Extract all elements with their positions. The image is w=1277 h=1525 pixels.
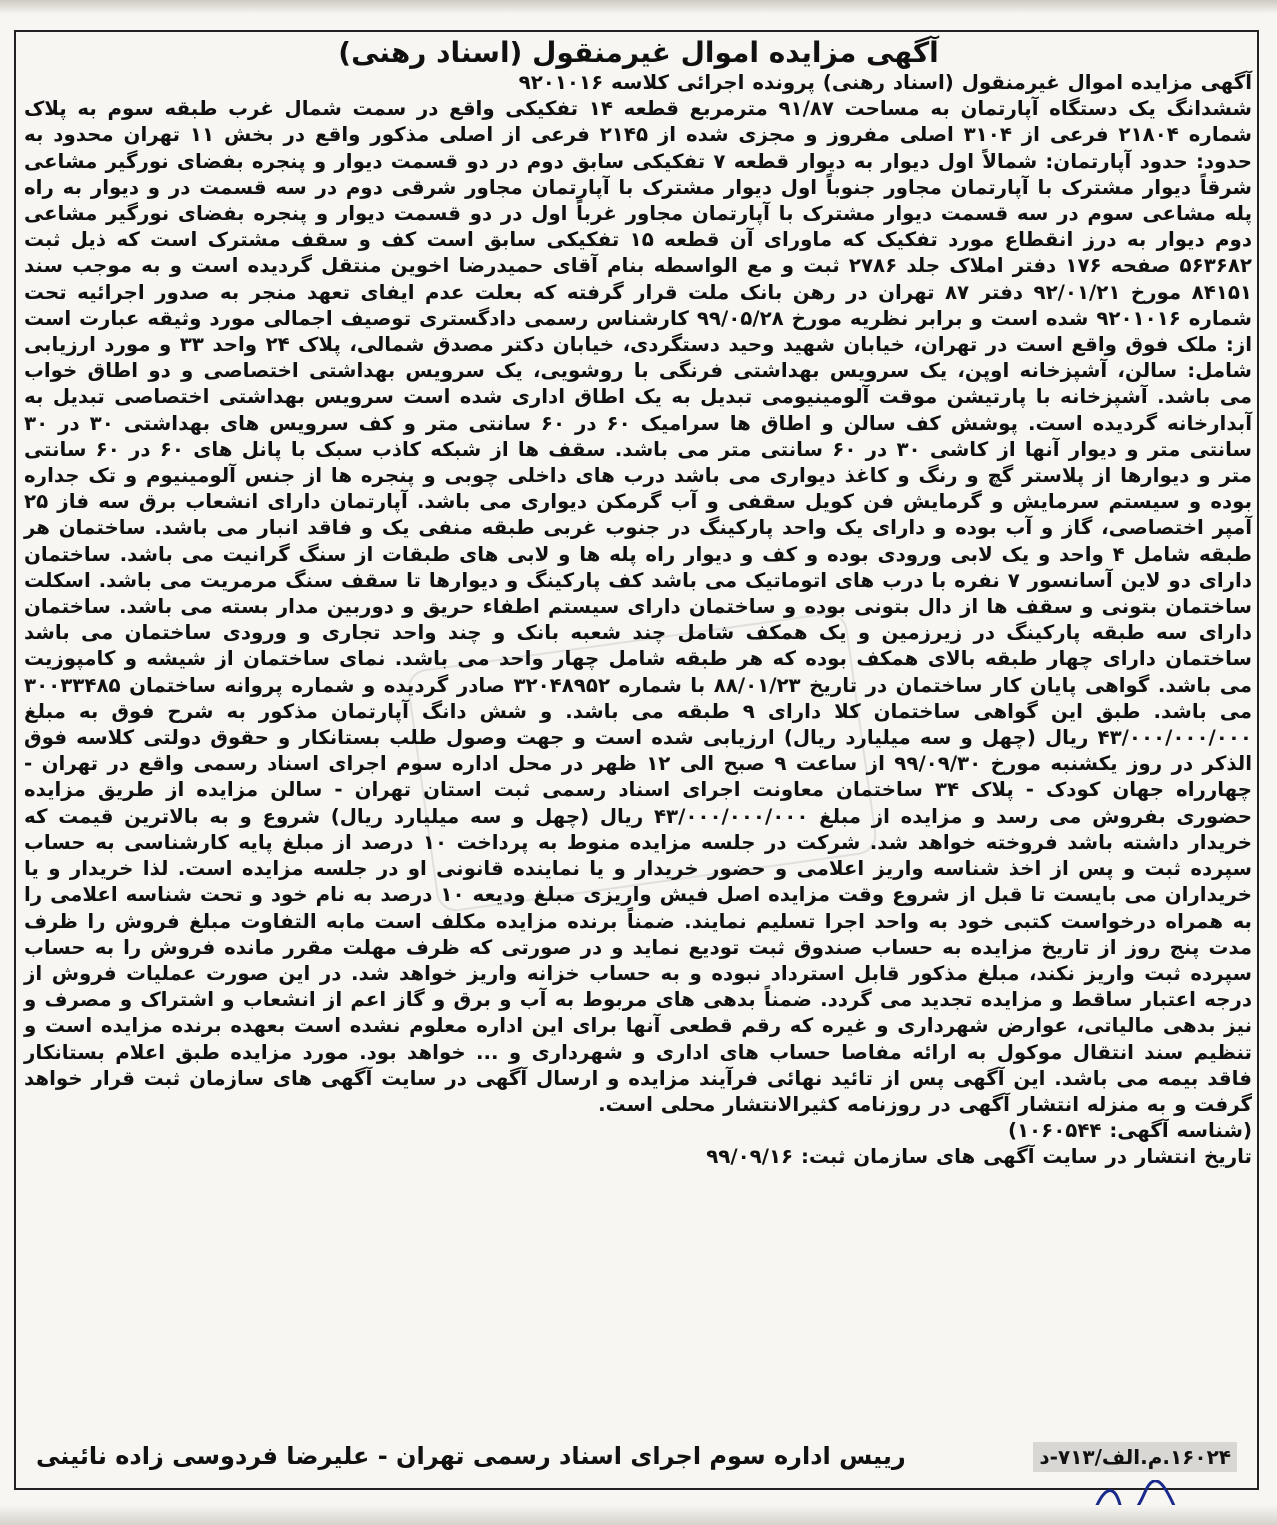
reference-code: ۱۶۰۲۴.م.الف/۷۱۳-د xyxy=(1033,1442,1237,1472)
ad-heading-line: آگهی مزایده اموال غیرمنقول (اسناد رهنی) پرونده اجرائی کلاسه ۹۲۰۱۰۱۶ xyxy=(518,71,1252,94)
bottom-edge xyxy=(0,1505,1277,1525)
ad-id: (شناسه آگهی: ۱۰۶۰۵۴۴) xyxy=(1007,1119,1252,1143)
top-edge xyxy=(0,0,1277,14)
ad-main-paragraph: ششدانگ یک دستگاه آپارتمان به مساحت ۹۱/۸۷ مترمربع قطعه ۱۴ تفکیکی واقع در سمت شمال غرب طبقه سوم به پلاک شماره ۲۱۸۰۴ فرعی از ۳۱۰۴ اصلی مفروز و مجزی شده از ۲۱۴۵ فرعی از اصلی مذکور واقع در بخش ۱۱ تهران محدود به حدود: حدود آپارتمان: شمالاً اول دیوار به دیوار قطعه ۷ تفکیکی سابق دوم در دو قسمت دیوار و پنجره بفضای نورگیر مشاعی شرقاً دیوار مشترک با آپارتمان مجاور جنوباً اول دیوار مشترک با آپارتمان مجاور شرقی دوم در سه قسمت در و دیوار به راه پله مشاعی سوم در سه قسمت دیوار مشترک با آپارتمان مجاور غرباً اول در دو قسمت دیوار و پنجره بفضای نورگیر مشاعی دوم دیوار به درز انقطاع مورد تفکیک که ماورای آن قطعه ۱۵ تفکیکی سابق است کف و سقف مشترک است که ذیل ثبت ۵۶۳۶۸۲ صفحه ۱۷۶ دفتر املاک جلد ۲۷۸۶ ثبت و مع الواسطه بنام آقای حمیدرضا اخوین منتقل گردیده است و به موجب سند ۸۴۱۵۱ مورخ ۹۲/۰۱/۲۱ دفتر ۸۷ تهران در رهن بانک ملت قرار گرفته که بعلت عدم ایفای تعهد منجر به صدور اجرائیه تحت شماره ۹۲۰۱۰۱۶ شده است و برابر نظریه مورخ ۹۹/۰۵/۲۸ کارشناس رسمی دادگستری توصیف اجمالی مورد وثیقه عبارت است از: ملک فوق واقع است در تهران، خیابان شهید وحید دستگردی، خیابان دکتر مصدق شمالی، پلاک ۲۴ واحد ۳۳ و مورد ارزیابی شامل: سالن، آشپزخانه اوپن، یک سرویس بهداشتی فرنگی با روشویی، یک سرویس بهداشتی اختصاصی و دو اطاق خواب می باشد. آشپزخانه با پارتیشن موقت آلومینیومی تبدیل به یک اطاق اداری شده است سرویس بهداشتی اختصاصی تبدیل به آبدارخانه گردیده است. پوشش کف سالن و اطاق ها سرامیک ۶۰ در ۶۰ سانتی متر و کف سرویس های بهداشتی ۳۰ در ۳۰ سانتی متر و دیوار آنها از کاشی ۳۰ در ۶۰ سانتی متر می باشد. سقف ها از شبکه کاذب سبک با پانل های ۶۰ در ۶۰ سانتی متر و دیوارها از پلاستر گچ و رنگ و کاغذ دیواری می باشد درب های داخلی چوبی و پنجره ها از جنس آلومینیوم و تک جداره بوده و سیستم سرمایش و گرمایش فن کویل سقفی و آب گرمکن دیواری می باشد. آپارتمان دارای انشعاب برق سه فاز ۲۵ آمپر اختصاصی، گاز و آب بوده و دارای یک واحد پارکینگ در جنوب غربی طبقه منفی یک و فاقد انبار می باشد. ساختمان هر طبقه شامل ۴ واحد و یک لابی ورودی بوده و کف و دیوار راه پله ها و لابی های طبقات از سنگ گرانیت می باشد. ساختمان دارای دو لاین آسانسور ۷ نفره با درب های اتوماتیک می باشد کف پارکینگ و دیوارها تا سقف سنگ مرمریت می باشد. اسکلت ساختمان بتونی و سقف ها از دال بتونی بوده و ساختمان دارای سیستم اطفاء حریق و دوربین مدار بسته می باشد. ساختمان دارای سه طبقه پارکینگ در زیرزمین و یک همکف شامل چند شعبه بانک و چند واحد تجاری و ورودی ساختمان می باشد ساختمان دارای چهار طبقه بالای همکف بوده که هر طبقه شامل چهار واحد می باشد. نمای ساختمان از شیشه و کامپوزیت می باشد. گواهی پایان کار ساختمان در تاریخ ۸۸/۰۱/۲۳ با شماره ۳۲۰۴۸۹۵۲ صادر گردیده و شماره پروانه ساختمان ۳۰۰۳۳۴۸۵ می باشد. طبق این گواهی ساختمان کلا دارای ۹ طبقه می باشد. و شش دانگ آپارتمان مذکور به شرح فوق به مبلغ ۴۳/۰۰۰/۰۰۰/۰۰۰ ریال (چهل و سه میلیارد ریال) ارزیابی شده است و جهت وصول طلب بستانکار و حقوق دولتی کلاسه فوق الذکر در روز یکشنبه مورخ ۹۹/۰۹/۳۰ از ساعت ۹ صبح الی ۱۲ ظهر در محل اداره سوم اجرای اسناد رسمی واقع در تهران - چهارراه جهان کودک - پلاک ۳۴ ساختمان معاونت اجرای اسناد رسمی ثبت استان تهران - سالن مزایده از طریق مزایده حضوری بفروش می رسد و مزایده از مبلغ ۴۳/۰۰۰/۰۰۰/۰۰۰ ریال (چهل و سه میلیارد ریال) شروع و به بالاترین قیمت که خریدار داشته باشد فروخته خواهد شد. شرکت در جلسه مزایده منوط به پرداخت ۱۰ درصد از مبلغ پایه کارشناسی به حساب سپرده ثبت و پس از اخذ شناسه واریز اعلامی و حضور خریدار و یا نماینده قانونی او در جلسه مزایده است. لذا خریدار و یا خریداران می بایست تا قبل از شروع وقت مزایده اصل فیش واریزی مبلغ ودیعه ۱۰ درصد به نام خود و تحت شناسه اعلامی را به همراه درخواست کتبی خود به واحد اجرا تسلیم نمایند. ضمناً برنده مزایده مکلف است مابه التفاوت مبلغ فروش را ظرف مدت پنج روز از تاریخ مزایده به حساب صندوق ثبت تودیع نماید و در صورتی که ظرف مهلت مقرر مانده فروش را به حساب سپرده ثبت واریز نکند، مبلغ مذکور قابل استرداد نبوده و به حساب خزانه واریز خواهد شد. در این صورت عملیات فروش از درجه اعتبار ساقط و مزایده تجدید می گردد. ضمناً بدهی های مربوط به آب و برق و گاز اعم از انشعاب و اشتراک و مصرف و نیز بدهی مالیاتی، عوارض شهرداری و غیره که رقم قطعی آنها برای این اداره معلوم نشده است بعهده برنده مزایده است و تنظیم سند انتقال موکول به ارائه مفاصا حساب های اداری و شهرداری و ... خواهد بود. مورد مزایده طبق اعلام بستانکار فاقد بیمه می باشد. این آگهی پس از تائید نهائی فرآیند مزایده و ارسال آگهی در سایت آگهی های سازمان ثبت قرار خواهد گرفت و به منزله انتشار آگهی در روزنامه کثیرالانتشار محلی است. xyxy=(24,97,1253,1116)
signature-line: رییس اداره سوم اجرای اسناد رسمی تهران - علیرضا فردوسی زاده نائینی xyxy=(36,1442,906,1470)
ad-title: آگهی مزایده اموال غیرمنقول (اسناد رهنی) xyxy=(338,36,939,69)
ad-body xyxy=(24,70,1252,1171)
publish-date: تاریخ انتشار در سایت آگهی های سازمان ثبت: ۹۹/۰۹/۱۶ xyxy=(706,1145,1252,1169)
